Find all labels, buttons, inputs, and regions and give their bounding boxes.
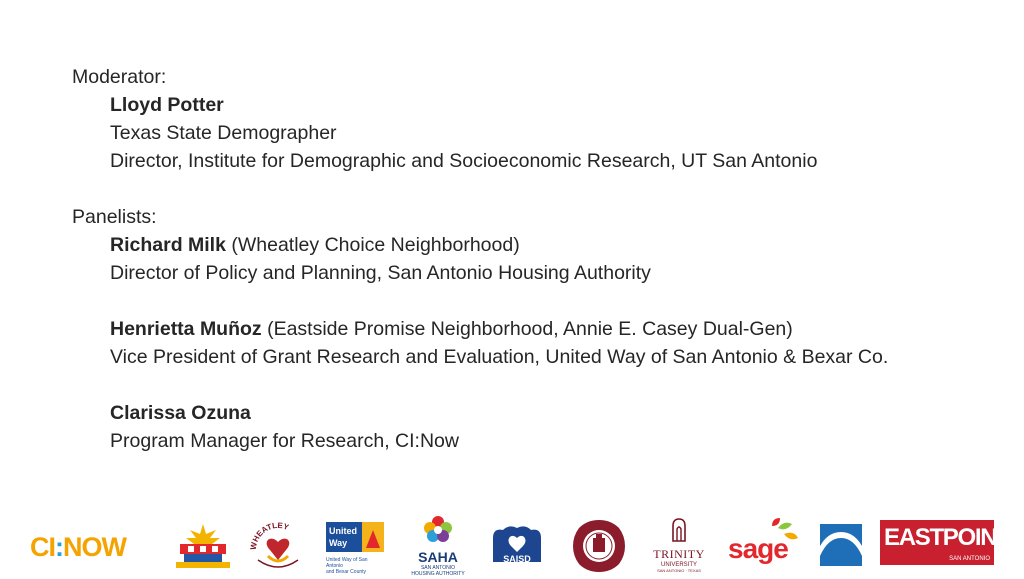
saisd-name: SAISD [503, 554, 531, 564]
saisd-logo [489, 524, 545, 568]
wheatley-logo [248, 516, 308, 574]
saha-flower-icon [421, 514, 455, 544]
sage-name: sage [728, 533, 788, 564]
saha-logo [410, 514, 466, 576]
saha-caption-1: SAN ANTONIO [420, 565, 456, 571]
panelist-3-name: Clarissa Ozuna [110, 402, 251, 424]
moderator-heading: Moderator: [72, 66, 167, 88]
cinow-logo [30, 532, 126, 563]
trinity-sub-2: SAN ANTONIO · TEXAS [657, 568, 701, 573]
saha-name: SAHA [418, 549, 458, 565]
panelists-heading: Panelists: [72, 206, 157, 228]
speaker-list [72, 63, 1002, 455]
united-way-line1: United [329, 526, 357, 536]
panelist-2-role: Vice President of Grant Research and Evaluation, United Way of San Antonio & Bexar Co. [110, 346, 889, 368]
united-way-caption-2: and Bexar County [326, 569, 367, 575]
sage-logo [726, 518, 802, 574]
moderator-title-1: Texas State Demographer [110, 122, 337, 144]
spacer [72, 175, 1002, 203]
spacer [72, 287, 1002, 315]
eastside-promise-logo [170, 522, 236, 572]
cinow-ci: CI [30, 532, 55, 562]
wheatley-arc-text: WHEATLEY [248, 520, 291, 551]
trinity-name: TRINITY [653, 547, 705, 561]
panelist-1-affiliation: (Wheatley Choice Neighborhood) [225, 234, 520, 256]
eastpoint-name: EASTPOINT [884, 524, 1010, 551]
united-way-logo [326, 522, 384, 574]
sponsor-logo-strip [0, 510, 1024, 576]
panelist-2-header [72, 315, 1002, 343]
panelist-3-header [72, 399, 1002, 427]
cinow-colon: : [55, 532, 63, 562]
arch-bridge-logo [820, 524, 862, 566]
trinity-sub: UNIVERSITY [660, 562, 697, 568]
moderator-name: Lloyd Potter [110, 94, 224, 116]
panelist-1-role: Director of Policy and Planning, San Antonio Housing Authority [110, 262, 651, 284]
united-way-line2: Way [329, 538, 348, 548]
panelist-2-name: Henrietta Muñoz [110, 318, 262, 340]
eastpoint-sub: SAN ANTONIO [949, 556, 990, 562]
panelist-2-affiliation: (Eastside Promise Neighborhood, Annie E. Casey Dual-Gen) [261, 318, 793, 340]
cinow-now: NOW [63, 532, 126, 562]
trinity-tower-icon [668, 518, 690, 542]
panelist-3-role: Program Manager for Research, CI:Now [110, 430, 459, 452]
saha-caption-2: HOUSING AUTHORITY [411, 571, 465, 577]
united-way-mark [326, 522, 384, 552]
sage-icon [726, 518, 802, 574]
panelist-1-name: Richard Milk [110, 234, 226, 256]
united-way-caption-1: United Way of San Antonio [326, 557, 368, 569]
moderator-title-2: Director, Institute for Demographic and Socioeconomic Research, UT San Antonio [110, 150, 818, 172]
eastpoint-logo [880, 520, 1010, 565]
trinity-logo [646, 518, 712, 574]
university-seal-logo [571, 518, 627, 574]
spacer [72, 371, 1002, 399]
panelist-1-header [72, 231, 1002, 259]
